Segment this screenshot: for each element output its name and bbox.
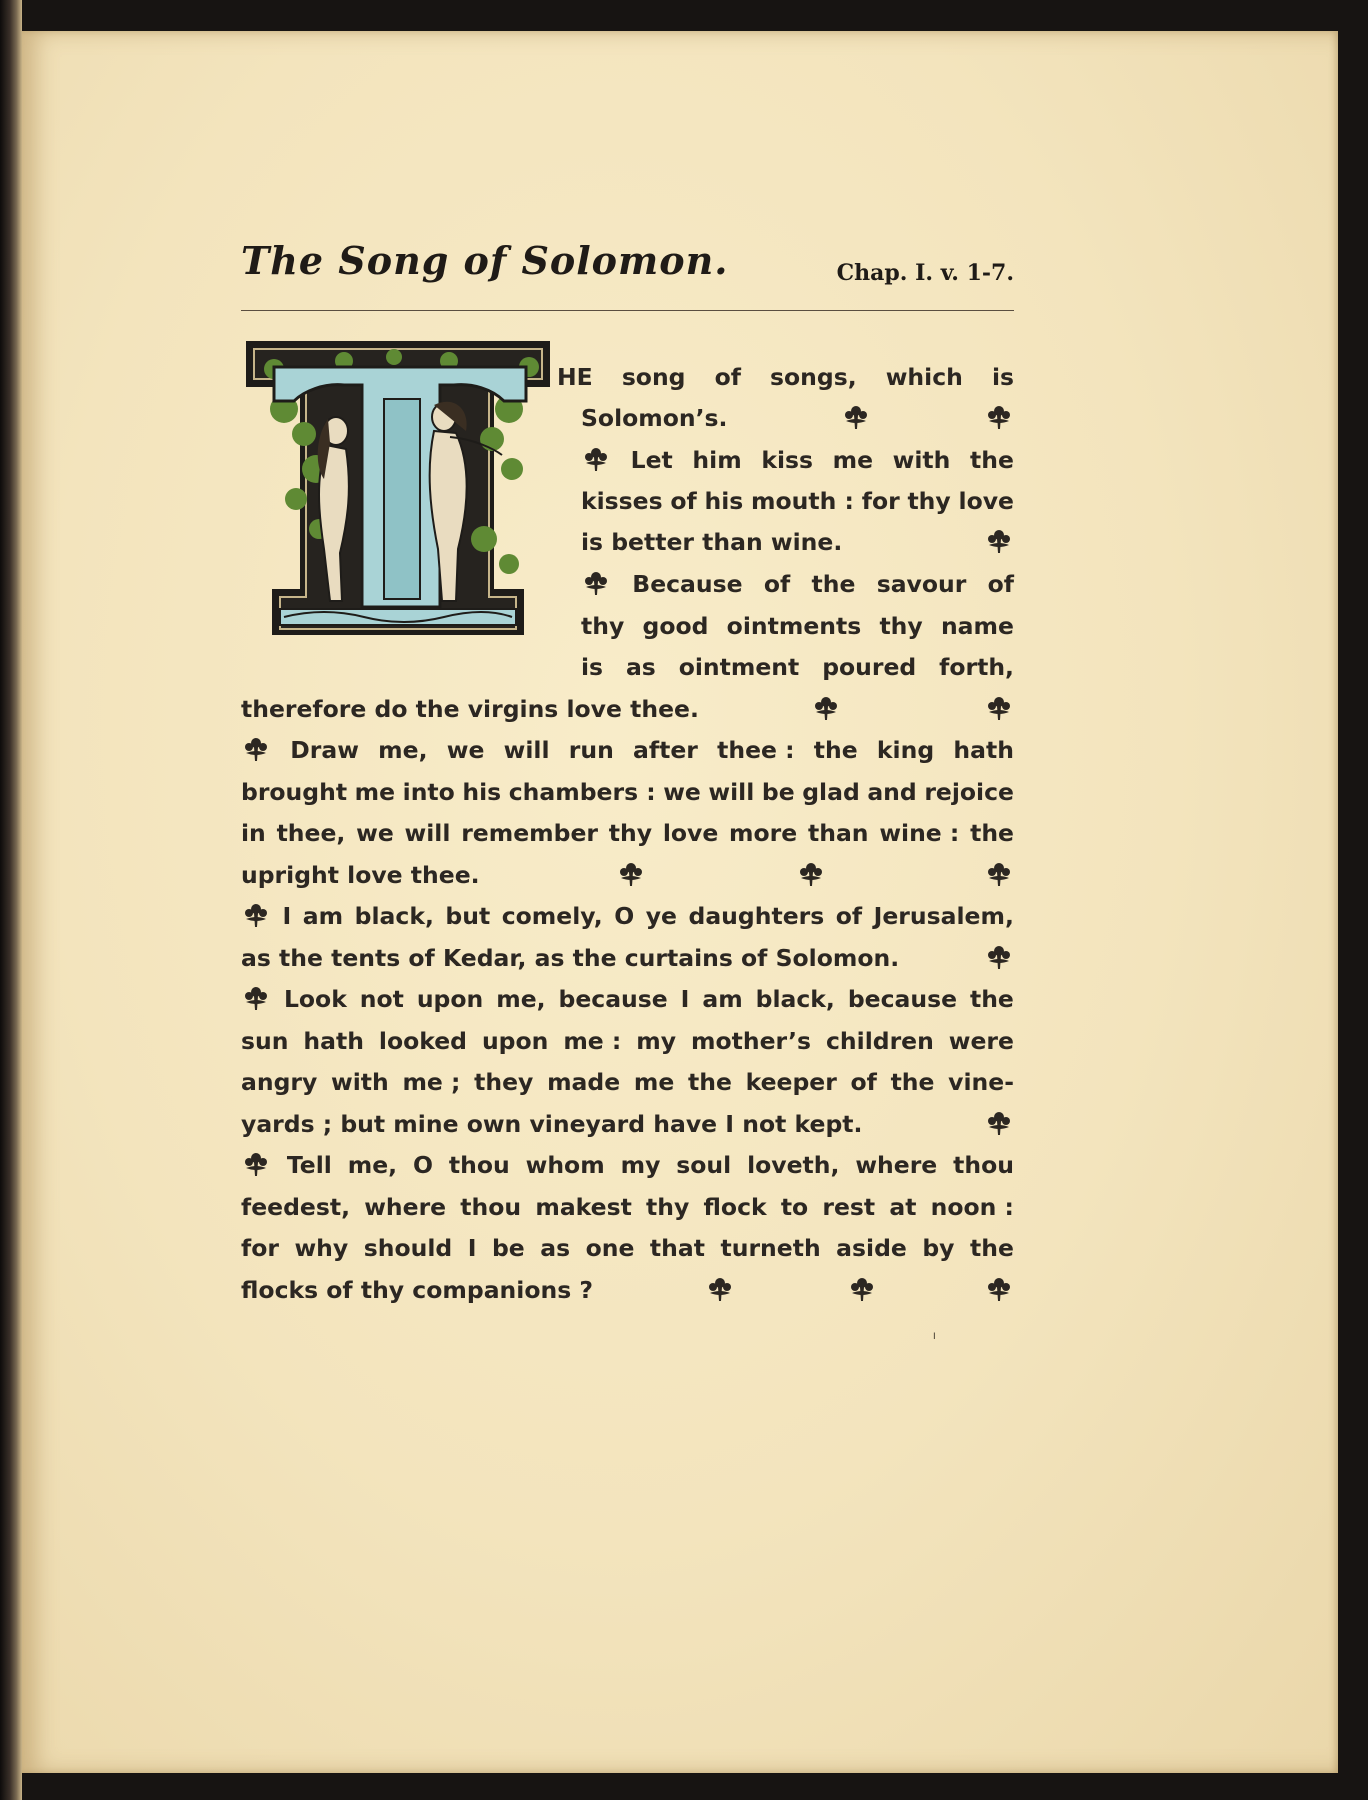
word: love bbox=[958, 487, 1014, 515]
word: flocks of thy companions ? bbox=[241, 1276, 594, 1304]
header-rule bbox=[241, 310, 1014, 311]
text-line bbox=[581, 611, 1014, 641]
word: which bbox=[885, 363, 963, 391]
word: savour bbox=[876, 570, 967, 598]
fleuron-ornament-icon bbox=[241, 984, 271, 1014]
word: mouth : bbox=[751, 487, 854, 515]
word: me, bbox=[378, 736, 428, 764]
word: of bbox=[987, 570, 1014, 598]
word: we bbox=[663, 778, 701, 806]
word: noon : bbox=[930, 1193, 1014, 1221]
word: be bbox=[761, 778, 795, 806]
word: for bbox=[241, 1234, 279, 1262]
word: thee : bbox=[717, 736, 795, 764]
text-line bbox=[581, 403, 1014, 433]
word: but bbox=[445, 902, 491, 930]
word: glad bbox=[802, 778, 860, 806]
word: is better than wine. bbox=[581, 528, 843, 556]
word: angry bbox=[241, 1068, 318, 1096]
word: made bbox=[547, 1068, 621, 1096]
word: that bbox=[649, 1234, 705, 1262]
word: for bbox=[861, 487, 900, 515]
word: my bbox=[636, 1027, 677, 1055]
word: therefore do the virgins love thee. bbox=[241, 695, 699, 723]
word: me : bbox=[563, 1027, 622, 1055]
word: we bbox=[356, 819, 394, 847]
word: is bbox=[581, 653, 604, 681]
text-line bbox=[241, 984, 1014, 1014]
word: the bbox=[813, 736, 858, 764]
word: thy bbox=[907, 487, 951, 515]
word: they bbox=[474, 1068, 534, 1096]
word: the bbox=[687, 1068, 732, 1096]
fleuron-ornament-icon bbox=[581, 569, 611, 599]
word: his bbox=[462, 778, 502, 806]
word: ye bbox=[645, 902, 677, 930]
word: Jerusalem, bbox=[873, 902, 1014, 930]
word: me bbox=[354, 778, 396, 806]
fleuron-ornament-icon bbox=[847, 1275, 877, 1305]
text-line bbox=[581, 527, 1014, 557]
word: at bbox=[889, 1193, 917, 1221]
word: by bbox=[922, 1234, 955, 1262]
text-line bbox=[241, 777, 1014, 807]
word: of bbox=[850, 1068, 877, 1096]
word: kiss bbox=[761, 446, 813, 474]
word: of bbox=[763, 570, 791, 598]
word: whom bbox=[525, 1151, 605, 1179]
word: the bbox=[811, 570, 856, 598]
fleuron-ornament-icon bbox=[241, 901, 271, 931]
word: upon bbox=[481, 1027, 549, 1055]
word: Tell bbox=[286, 1151, 332, 1179]
word: soul bbox=[676, 1151, 732, 1179]
page-folio: I bbox=[933, 1332, 936, 1342]
word: and bbox=[867, 778, 917, 806]
text-line bbox=[241, 943, 1014, 973]
word: hath bbox=[303, 1027, 364, 1055]
fleuron-ornament-icon bbox=[984, 694, 1014, 724]
word: with bbox=[331, 1068, 389, 1096]
word: than bbox=[807, 819, 869, 847]
word: will bbox=[404, 819, 451, 847]
word: Let bbox=[630, 446, 673, 474]
word: run bbox=[568, 736, 614, 764]
word: wine : bbox=[879, 819, 960, 847]
word: as bbox=[625, 653, 656, 681]
word: me ; bbox=[402, 1068, 461, 1096]
word: love bbox=[662, 819, 719, 847]
word: vine- bbox=[948, 1068, 1014, 1096]
text-line bbox=[241, 1067, 1014, 1097]
fleuron-ornament-icon bbox=[616, 860, 646, 890]
text-line bbox=[581, 652, 1014, 682]
word: am bbox=[302, 902, 344, 930]
word: I bbox=[680, 985, 690, 1013]
word: keeper bbox=[745, 1068, 837, 1096]
word: thou bbox=[953, 1151, 1014, 1179]
fleuron-ornament-icon bbox=[841, 403, 871, 433]
word: will bbox=[708, 778, 755, 806]
word: flock bbox=[703, 1193, 767, 1221]
text-line bbox=[241, 901, 1014, 931]
page-header bbox=[241, 238, 1014, 288]
word: because bbox=[558, 985, 668, 1013]
word: after bbox=[633, 736, 698, 764]
word: my bbox=[620, 1151, 661, 1179]
text-line bbox=[241, 1275, 1014, 1305]
text-line bbox=[241, 1026, 1014, 1056]
word: the bbox=[890, 1068, 935, 1096]
word: should bbox=[363, 1234, 453, 1262]
word: the bbox=[969, 985, 1014, 1013]
word: good bbox=[642, 612, 709, 640]
word: upon bbox=[416, 985, 484, 1013]
word: Draw bbox=[290, 736, 359, 764]
word: ointment bbox=[678, 653, 800, 681]
word: me bbox=[633, 1068, 675, 1096]
text-line bbox=[241, 1109, 1014, 1139]
fleuron-ornament-icon bbox=[984, 1275, 1014, 1305]
word: why bbox=[294, 1234, 349, 1262]
word: songs, bbox=[770, 363, 857, 391]
text-line bbox=[581, 486, 1014, 516]
word: name bbox=[940, 612, 1014, 640]
word: rejoice bbox=[924, 778, 1014, 806]
word: aside bbox=[836, 1234, 907, 1262]
word: thou bbox=[448, 1151, 510, 1179]
word: daughters bbox=[688, 902, 825, 930]
text-line bbox=[241, 1233, 1014, 1263]
page-title: The Song of Solomon. bbox=[241, 238, 729, 283]
word: black, bbox=[755, 985, 835, 1013]
word: makest bbox=[535, 1193, 632, 1221]
word: one bbox=[585, 1234, 635, 1262]
word: of bbox=[835, 902, 863, 930]
fleuron-ornament-icon bbox=[705, 1275, 735, 1305]
word: of bbox=[714, 363, 741, 391]
word: because bbox=[847, 985, 958, 1013]
word: is bbox=[991, 363, 1014, 391]
text-line bbox=[241, 1150, 1014, 1180]
word: rest bbox=[822, 1193, 876, 1221]
fleuron-ornament-icon bbox=[241, 735, 271, 765]
word: the bbox=[969, 1234, 1014, 1262]
word: his bbox=[704, 487, 744, 515]
word: thy bbox=[581, 612, 625, 640]
word: O bbox=[614, 902, 635, 930]
word: were bbox=[948, 1027, 1014, 1055]
word: in bbox=[241, 819, 266, 847]
illuminated-initial-t bbox=[244, 339, 554, 644]
word: me, bbox=[496, 985, 546, 1013]
word: him bbox=[692, 446, 742, 474]
word: hath bbox=[953, 736, 1014, 764]
text-line bbox=[581, 569, 1014, 599]
word: we bbox=[446, 736, 485, 764]
word: as the tents of Kedar, as the curtains of Solomon. bbox=[241, 944, 900, 972]
word: children bbox=[825, 1027, 934, 1055]
word: where bbox=[364, 1193, 447, 1221]
word: king bbox=[876, 736, 935, 764]
word: I bbox=[467, 1234, 477, 1262]
fleuron-ornament-icon bbox=[984, 403, 1014, 433]
word: where bbox=[855, 1151, 938, 1179]
word: with bbox=[892, 446, 951, 474]
word: me bbox=[832, 446, 874, 474]
word: feedest, bbox=[241, 1193, 351, 1221]
word: poured bbox=[822, 653, 917, 681]
word: yards ; but mine own vineyard have I not kept. bbox=[241, 1110, 863, 1138]
word: thee, bbox=[276, 819, 346, 847]
word: upright love thee. bbox=[241, 861, 480, 889]
text-line bbox=[241, 860, 1014, 890]
word: into bbox=[402, 778, 455, 806]
word: song bbox=[621, 363, 686, 391]
fleuron-ornament-icon bbox=[984, 943, 1014, 973]
word: of bbox=[670, 487, 697, 515]
word: will bbox=[503, 736, 550, 764]
fleuron-ornament-icon bbox=[581, 445, 611, 475]
word: am bbox=[702, 985, 743, 1013]
word: the bbox=[970, 819, 1014, 847]
word: thy bbox=[646, 1193, 690, 1221]
word: ointments bbox=[726, 612, 862, 640]
word: me, bbox=[347, 1151, 398, 1179]
fleuron-ornament-icon bbox=[984, 1109, 1014, 1139]
fleuron-ornament-icon bbox=[984, 527, 1014, 557]
book-spine-edge bbox=[0, 0, 22, 1800]
word: more bbox=[729, 819, 798, 847]
text-line bbox=[557, 362, 1014, 392]
word: kisses bbox=[581, 487, 663, 515]
word: sun bbox=[241, 1027, 289, 1055]
word: Because bbox=[632, 570, 743, 598]
word: forth, bbox=[939, 653, 1014, 681]
word: remember bbox=[461, 819, 598, 847]
word: thou bbox=[460, 1193, 522, 1221]
word: brought bbox=[241, 778, 348, 806]
text-line bbox=[241, 818, 1014, 848]
word: looked bbox=[378, 1027, 467, 1055]
word: HE bbox=[557, 363, 593, 391]
text-line bbox=[241, 694, 1014, 724]
word: be bbox=[491, 1234, 525, 1262]
word: thy bbox=[608, 819, 653, 847]
word: Look bbox=[283, 985, 347, 1013]
word: I bbox=[282, 902, 292, 930]
word: loveth, bbox=[747, 1151, 840, 1179]
word: to bbox=[780, 1193, 809, 1221]
text-line bbox=[581, 445, 1014, 475]
word: the bbox=[970, 446, 1014, 474]
word: O bbox=[413, 1151, 433, 1179]
fleuron-ornament-icon bbox=[984, 860, 1014, 890]
text-line bbox=[241, 1192, 1014, 1222]
fleuron-ornament-icon bbox=[811, 694, 841, 724]
text-line bbox=[241, 735, 1014, 765]
word: Solomon’s. bbox=[581, 404, 728, 432]
word: chambers : bbox=[508, 778, 656, 806]
word: thy bbox=[879, 612, 923, 640]
chapter-reference: Chap. I. v. 1-7. bbox=[836, 260, 1014, 286]
word: comely, bbox=[501, 902, 603, 930]
word: as bbox=[540, 1234, 571, 1262]
word: black, bbox=[354, 902, 434, 930]
fleuron-ornament-icon bbox=[796, 860, 826, 890]
word: mother’s bbox=[691, 1027, 812, 1055]
word: turneth bbox=[720, 1234, 821, 1262]
fleuron-ornament-icon bbox=[241, 1150, 271, 1180]
word: not bbox=[359, 985, 404, 1013]
